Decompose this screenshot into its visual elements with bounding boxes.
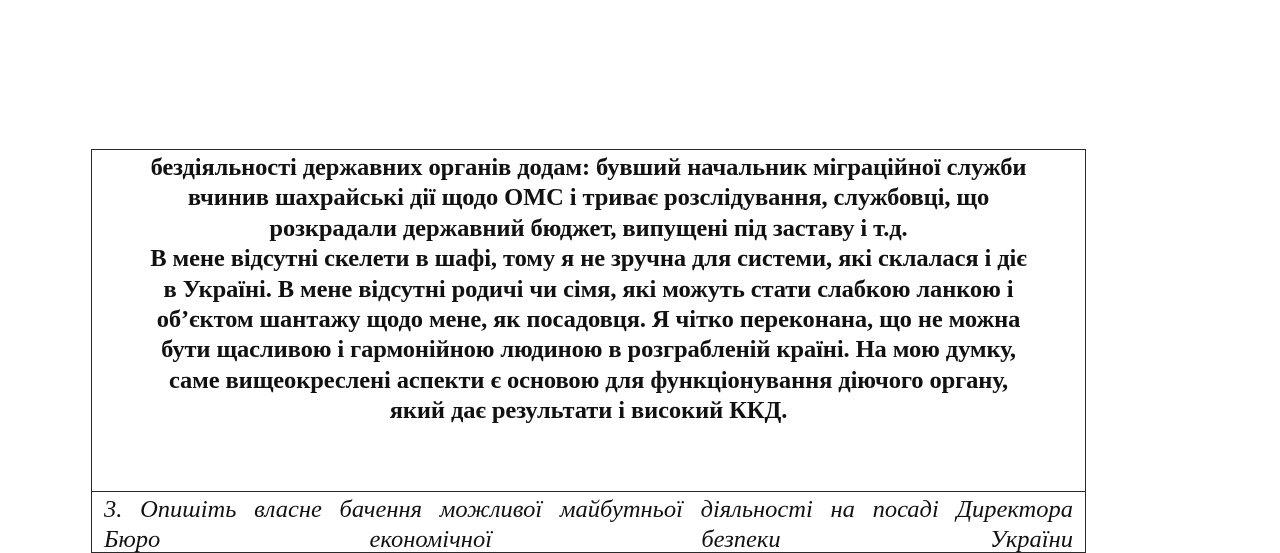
- answer-line: В мене відсутні скелети в шафі, тому я не зручна для системи, які склалася і діє: [150, 245, 1027, 273]
- answer-line: бездіяльності державних органів додам: бувший начальник міграційної служби: [150, 154, 1027, 181]
- answer-line: який дає результати і високий ККД.: [389, 397, 788, 425]
- answer-cell: [92, 150, 1085, 492]
- answer-line: вчинив шахрайські дії щодо ОМС і триває розслідування, службовці, що: [187, 184, 990, 212]
- question-cell: [92, 492, 1085, 552]
- answer-line: саме вищеокреслені аспекти є основою для функціонування діючого органу,: [168, 366, 1009, 394]
- document-table: [91, 149, 1086, 553]
- answer-paragraph-2: [102, 244, 1075, 426]
- question-line-2: Бюро економічної безпеки України: [104, 526, 1073, 552]
- answer-line: бути щасливою і гармонійною людиною в розграбленій країні. На мою думку,: [161, 336, 1016, 364]
- answer-line: в Україні. В мене відсутні родичі чи сімя, які можуть стати слабкою ланкою і: [163, 275, 1014, 303]
- question-line-1: 3. Опишіть власне бачення можливої майбутньої діяльності на посаді Директора: [104, 496, 1073, 523]
- answer-paragraph-1: [102, 153, 1075, 244]
- answer-line: розкрадали державний бюджет, випущені під заставу і т.д.: [269, 214, 908, 242]
- answer-line: об’єктом шантажу щодо мене, як посадовця. Я чітко переконана, що не можна: [156, 306, 1021, 334]
